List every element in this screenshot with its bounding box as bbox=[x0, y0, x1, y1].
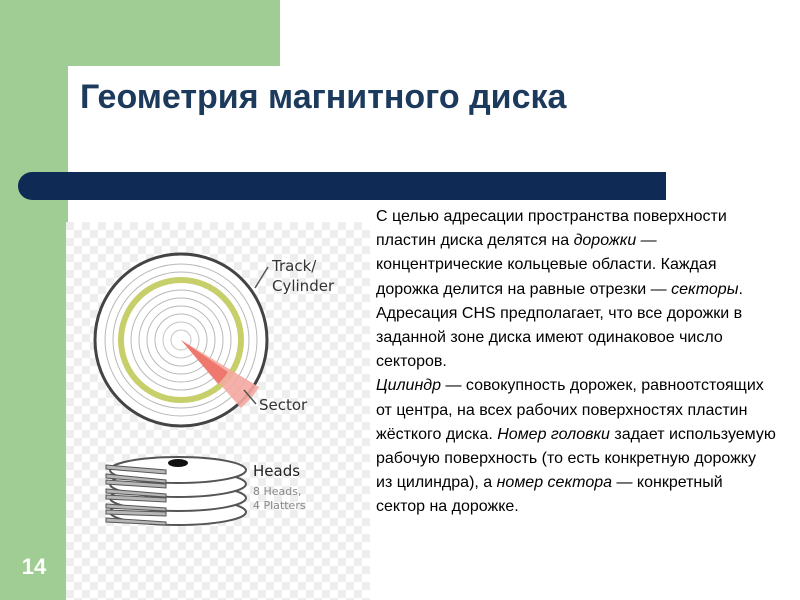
text-run: С целью адресации пространства поверхности пластин диска делятся на bbox=[376, 208, 727, 250]
sector-label: Sector bbox=[259, 396, 308, 414]
heads-count-label: 8 Heads, bbox=[253, 485, 302, 498]
left-green-band bbox=[0, 0, 68, 600]
slide-title: Геометрия магнитного диска bbox=[80, 78, 567, 116]
slide-number: 14 bbox=[21, 554, 47, 579]
spindle bbox=[168, 459, 188, 467]
body-text bbox=[376, 205, 776, 520]
emphasized-term: Номер головки bbox=[497, 425, 610, 443]
emphasized-term: секторы bbox=[671, 280, 739, 298]
disk-geometry-figure bbox=[66, 222, 370, 600]
track-label: Track/ bbox=[272, 257, 317, 275]
text-run: — концентрические кольцевые области. Каждая дорожка делится на равные отрезки — bbox=[376, 232, 717, 298]
platters-count-label: 4 Platters bbox=[253, 499, 306, 512]
top-green-band bbox=[68, 0, 280, 66]
text-run: — конкретный сектор на дорожке. bbox=[376, 474, 723, 516]
heads-label: Heads bbox=[253, 462, 301, 480]
paragraph-tracks-sectors bbox=[376, 205, 776, 374]
text-run: — совокупность дорожек, равноотстоящих от центра, на всех рабочих поверхностях пластин жёсткого диска. bbox=[376, 377, 764, 443]
emphasized-term: номер сектора bbox=[496, 474, 613, 492]
text-run: . Адресация CHS предполагает, что все дорожки в заданной зоне диска имеют одинаковое число секторов. bbox=[376, 280, 743, 371]
text-run: задает используемую рабочую поверхность (то есть конкретную дорожку из цилиндра), а bbox=[376, 425, 776, 492]
platter-stack bbox=[106, 457, 246, 525]
disk-diagram bbox=[66, 222, 370, 600]
cylinder-label: Cylinder bbox=[272, 277, 335, 295]
paragraph-cylinder bbox=[376, 374, 776, 519]
emphasized-term: Цилиндр bbox=[376, 377, 441, 395]
emphasized-term: дорожки bbox=[573, 232, 637, 250]
title-underline-bar bbox=[18, 172, 666, 200]
platter-top-view bbox=[95, 254, 268, 426]
